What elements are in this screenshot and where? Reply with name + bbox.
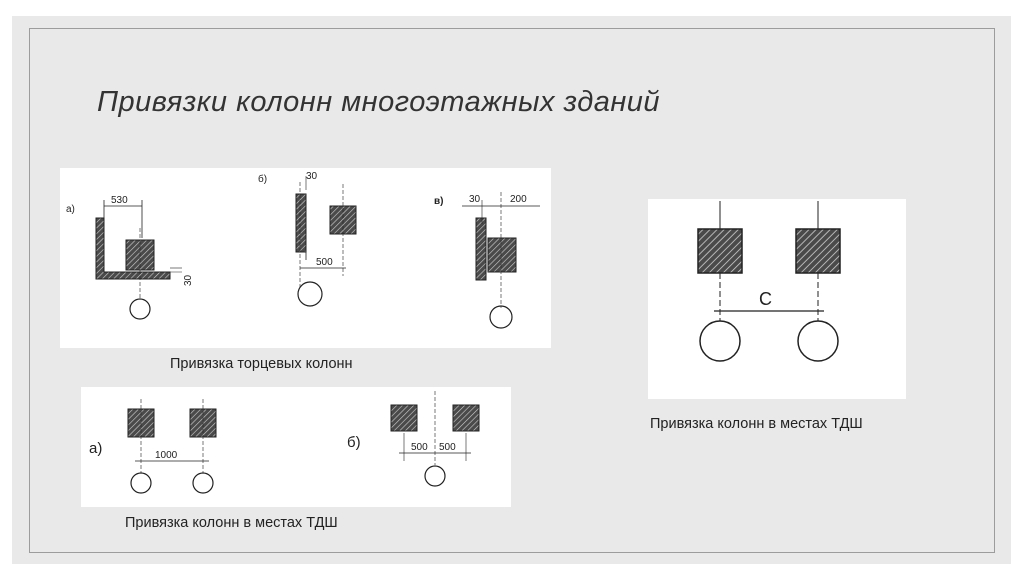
- end-columns-drawing: [60, 168, 551, 348]
- axis-circle-b: [298, 282, 322, 306]
- c-spacing-drawing: [648, 199, 906, 399]
- c-circle-right: [798, 321, 838, 361]
- caption-c-spacing: Привязка колонн в местах ТДШ: [650, 416, 863, 432]
- caption-end-columns: Привязка торцевых колонн: [170, 356, 353, 372]
- dim-500-left: 500: [411, 442, 428, 453]
- dim-530: 530: [111, 195, 128, 206]
- wall-b: [296, 194, 306, 252]
- dim-30-b: 30: [306, 171, 318, 182]
- c-column-right: [796, 229, 840, 273]
- wall-v: [476, 218, 486, 280]
- figure-c-spacing: [648, 199, 906, 399]
- paired-columns-drawing: [81, 387, 511, 507]
- pair-circle-a-left: [131, 473, 151, 493]
- c-circle-left: [700, 321, 740, 361]
- pair-column-b-right: [453, 405, 479, 431]
- pair-circle-a-right: [193, 473, 213, 493]
- dim-200: 200: [510, 194, 527, 205]
- figure-end-columns: [60, 168, 551, 348]
- slide-title: Привязки колонн многоэтажных зданий: [97, 86, 661, 118]
- column-v: [488, 238, 516, 272]
- label-v: в): [434, 196, 444, 207]
- label-pair-a: а): [89, 440, 103, 457]
- pair-circle-b: [425, 466, 445, 486]
- dim-30-v: 30: [469, 194, 481, 205]
- dim-500-right: 500: [439, 442, 456, 453]
- figure-paired-columns: [81, 387, 511, 507]
- dim-500: 500: [316, 257, 333, 268]
- dim-30-a: 30: [183, 274, 194, 286]
- dim-1000: 1000: [155, 450, 178, 461]
- label-a: а): [66, 204, 75, 215]
- caption-paired-columns: Привязка колонн в местах ТДШ: [125, 515, 338, 531]
- axis-circle-v: [490, 306, 512, 328]
- c-column-left: [698, 229, 742, 273]
- axis-circle-a: [130, 299, 150, 319]
- pair-column-b-left: [391, 405, 417, 431]
- label-pair-b: б): [347, 434, 361, 451]
- label-b: б): [258, 174, 268, 185]
- dim-c: С: [759, 289, 772, 309]
